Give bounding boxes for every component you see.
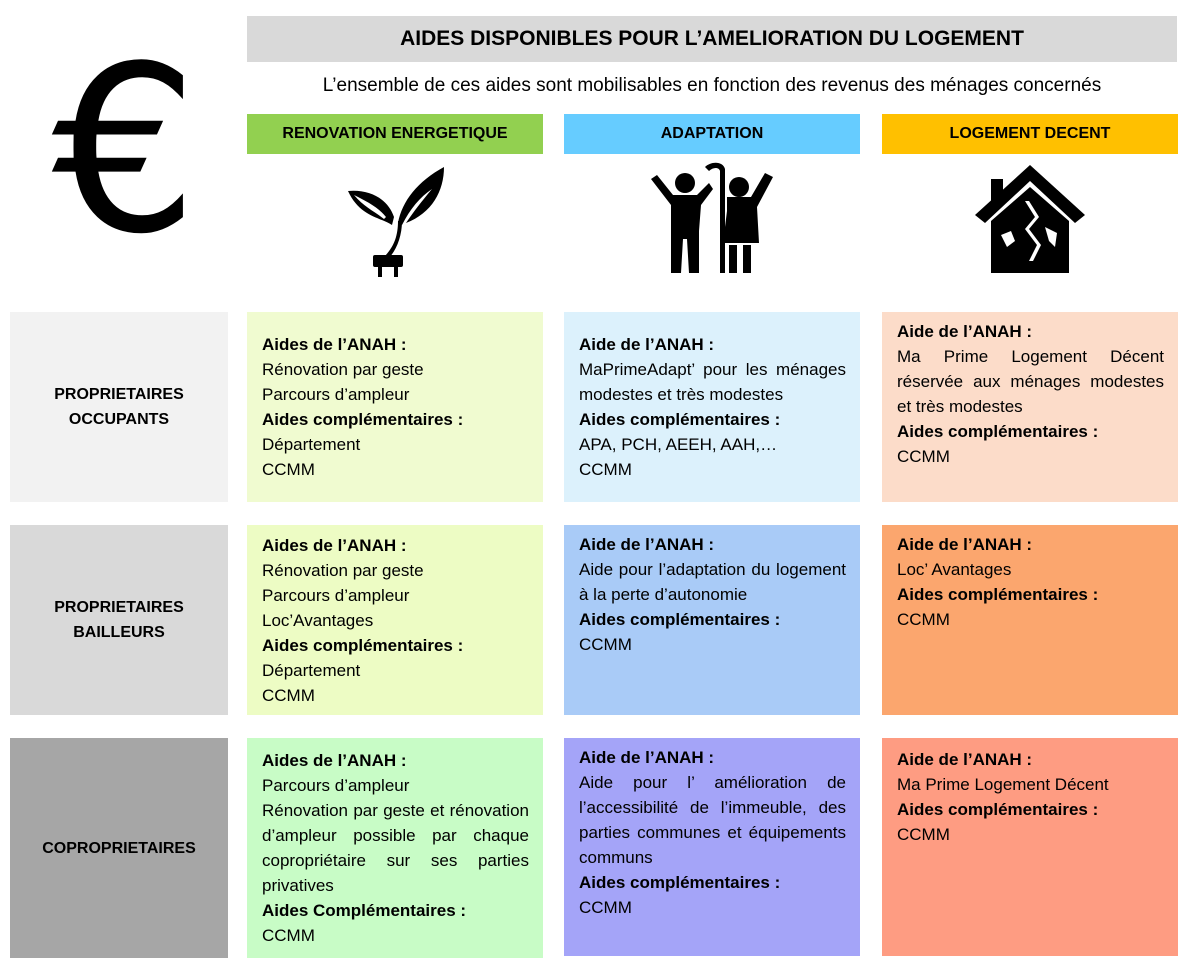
row-label-proprietaires-bailleurs: PROPRIETAIRES BAILLEURS <box>10 525 228 715</box>
row-label-coproprietaires: COPROPRIETAIRES <box>10 738 228 958</box>
cell-copro-renovation: Aides de l’ANAH : Parcours d’ampleur Rénovation par geste et rénovation d’ampleur possible par chaque copropriétaire sur ses parties privatives Aides Complémentaires : CCMM <box>247 738 543 958</box>
cell-copro-adaptation: Aide de l’ANAH : Aide pour l’ amélioration de l’accessibilité de l’immeuble, des parties communes et équipements communs Aides complémentaires : CCMM <box>564 738 860 956</box>
cell-occupants-renovation: Aides de l’ANAH : Rénovation par geste Parcours d’ampleur Aides complémentaires : Département CCMM <box>247 312 543 502</box>
cell-occupants-adaptation: Aide de l’ANAH : MaPrimeAdapt’ pour les ménages modestes et très modestes Aides complémentaires : APA, PCH, AEEH, AAH,… CCMM <box>564 312 860 502</box>
column-header-adaptation: ADAPTATION <box>564 114 860 154</box>
cell-bailleurs-adaptation: Aide de l’ANAH : Aide pour l’adaptation du logement à la perte d’autonomie Aides complémentaires : CCMM <box>564 525 860 715</box>
row-label-proprietaires-occupants: PROPRIETAIRES OCCUPANTS <box>10 312 228 502</box>
plant-plug-icon <box>247 160 543 280</box>
page-subtitle: L’ensemble de ces aides sont mobilisables en fonction des revenus des ménages concernés <box>322 75 1102 96</box>
cell-bailleurs-renovation: Aides de l’ANAH : Rénovation par geste Parcours d’ampleur Loc’Avantages Aides complémentaires : Département CCMM <box>247 525 543 715</box>
cell-bailleurs-logement: Aide de l’ANAH : Loc’ Avantages Aides complémentaires : CCMM <box>882 525 1178 715</box>
page-title: AIDES DISPONIBLES POUR L’AMELIORATION DU LOGEMENT <box>247 16 1177 62</box>
cracked-house-icon <box>882 160 1178 280</box>
column-header-logement-decent: LOGEMENT DECENT <box>882 114 1178 154</box>
column-header-renovation: RENOVATION ENERGETIQUE <box>247 114 543 154</box>
cell-copro-logement: Aide de l’ANAH : Ma Prime Logement Décent Aides complémentaires : CCMM <box>882 738 1178 956</box>
euro-icon: € <box>51 18 199 285</box>
elderly-couple-icon <box>564 160 860 280</box>
cell-occupants-logement: Aide de l’ANAH : Ma Prime Logement Décent réservée aux ménages modestes et très modestes Aides complémentaires : CCMM <box>882 312 1178 502</box>
